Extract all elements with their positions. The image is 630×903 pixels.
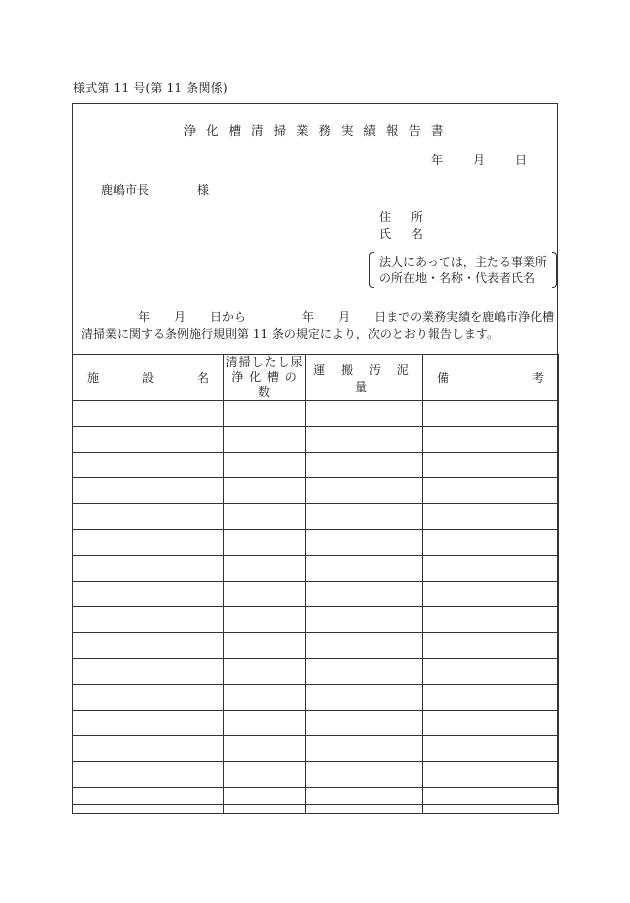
header-remarks-char: 備 [437, 371, 450, 385]
count-cell[interactable] [224, 762, 306, 788]
sludge-cell[interactable] [306, 581, 423, 607]
sludge-cell[interactable] [306, 658, 423, 684]
address-label: 住 所 [379, 210, 431, 224]
count-cell[interactable] [224, 684, 306, 710]
header-facility-char: 施 [87, 371, 100, 385]
sludge-cell[interactable] [306, 633, 423, 659]
facility-cell[interactable] [73, 762, 224, 788]
statement-line-1 [81, 309, 555, 326]
remarks-cell[interactable] [423, 684, 559, 710]
header-facility-char: 設 [141, 371, 154, 385]
table-row [73, 762, 559, 788]
remarks-cell[interactable] [423, 658, 559, 684]
period-start-day: 日から [210, 310, 247, 324]
facility-cell[interactable] [73, 555, 224, 581]
count-cell[interactable] [224, 607, 306, 633]
table-header-row [73, 355, 559, 401]
addressee-name: 鹿嶋市長 [101, 183, 150, 197]
records-table [72, 354, 559, 814]
remarks-cell[interactable] [423, 529, 559, 555]
report-form [72, 103, 558, 805]
header-tank-count [224, 355, 306, 401]
header-tank-count-line2: 浄 化 槽 の 数 [231, 370, 298, 399]
remarks-cell[interactable] [423, 762, 559, 788]
remarks-cell[interactable] [423, 736, 559, 762]
period-end-year: 年 [302, 310, 315, 324]
date-month-label: 月 [472, 153, 485, 167]
corp-note-line2: の所在地・名称・代表者氏名 [379, 271, 536, 285]
sludge-cell[interactable] [306, 787, 423, 813]
remarks-cell[interactable] [423, 504, 559, 530]
facility-cell[interactable] [73, 581, 224, 607]
facility-cell[interactable] [73, 684, 224, 710]
sludge-cell[interactable] [306, 736, 423, 762]
count-cell[interactable] [224, 633, 306, 659]
period-end-month: 月 [338, 310, 351, 324]
facility-cell[interactable] [73, 452, 224, 478]
table-row [73, 426, 559, 452]
form-number: 様式第 11 号(第 11 条関係) [73, 81, 228, 95]
table-row [73, 452, 559, 478]
table-row [73, 504, 559, 530]
table-row [73, 684, 559, 710]
left-bracket [369, 252, 374, 288]
header-remarks-char: 考 [531, 371, 544, 385]
header-remarks [423, 355, 559, 401]
addressee-honorific: 様 [197, 183, 210, 197]
corporation-note [369, 252, 557, 288]
facility-cell[interactable] [73, 401, 224, 427]
remarks-cell[interactable] [423, 581, 559, 607]
sludge-cell[interactable] [306, 684, 423, 710]
table-row [73, 581, 559, 607]
period-start-month: 月 [174, 310, 187, 324]
count-cell[interactable] [224, 555, 306, 581]
remarks-cell[interactable] [423, 478, 559, 504]
sludge-cell[interactable] [306, 529, 423, 555]
table-row [73, 710, 559, 736]
facility-cell[interactable] [73, 658, 224, 684]
table-row [73, 658, 559, 684]
table-row [73, 787, 559, 813]
sludge-cell[interactable] [306, 478, 423, 504]
sludge-cell[interactable] [306, 452, 423, 478]
facility-cell[interactable] [73, 607, 224, 633]
period-end-day: 日までの業務実績を鹿嶋市浄化槽 [374, 310, 555, 324]
table-row [73, 607, 559, 633]
remarks-cell[interactable] [423, 710, 559, 736]
count-cell[interactable] [224, 452, 306, 478]
header-tank-count-line1: 清掃したし尿 [225, 355, 304, 369]
remarks-cell[interactable] [423, 607, 559, 633]
table-row [73, 478, 559, 504]
sludge-cell[interactable] [306, 762, 423, 788]
remarks-cell[interactable] [423, 555, 559, 581]
reporter-fields [379, 209, 431, 243]
records-body [73, 401, 559, 814]
facility-cell[interactable] [73, 478, 224, 504]
date-day-label: 日 [514, 153, 527, 167]
table-row [73, 736, 559, 762]
header-facility-char: 名 [196, 371, 209, 385]
count-cell[interactable] [224, 426, 306, 452]
remarks-cell[interactable] [423, 426, 559, 452]
sludge-cell[interactable] [306, 607, 423, 633]
corp-note-line1: 法人にあっては，主たる事業所 [379, 255, 547, 269]
statement-line-2: 清掃業に関する条例施行規則第 11 条の規定により，次のとおり報告します。 [81, 327, 499, 341]
remarks-cell[interactable] [423, 452, 559, 478]
sludge-cell[interactable] [306, 504, 423, 530]
report-statement [81, 309, 555, 343]
count-cell[interactable] [224, 401, 306, 427]
remarks-cell[interactable] [423, 633, 559, 659]
count-cell[interactable] [224, 736, 306, 762]
header-sludge-volume: 運 搬 汚 泥 量 [306, 355, 423, 401]
sludge-cell[interactable] [306, 710, 423, 736]
sludge-cell[interactable] [306, 555, 423, 581]
addressee [101, 181, 209, 198]
name-label: 氏 名 [379, 227, 431, 241]
facility-cell[interactable] [73, 633, 224, 659]
count-cell[interactable] [224, 710, 306, 736]
table-row [73, 401, 559, 427]
count-cell[interactable] [224, 658, 306, 684]
date-year-label: 年 [430, 153, 443, 167]
date-line [431, 151, 527, 168]
period-start-year: 年 [138, 310, 151, 324]
form-title: 浄 化 槽 清 掃 業 務 実 績 報 告 書 [183, 123, 447, 138]
remarks-cell[interactable] [423, 787, 559, 813]
facility-cell[interactable] [73, 426, 224, 452]
table-row [73, 633, 559, 659]
table-row [73, 529, 559, 555]
sludge-cell[interactable] [306, 426, 423, 452]
remarks-cell[interactable] [423, 401, 559, 427]
right-bracket [552, 252, 557, 288]
count-cell[interactable] [224, 478, 306, 504]
facility-cell[interactable] [73, 710, 224, 736]
facility-cell[interactable] [73, 787, 224, 813]
header-facility-name [73, 355, 224, 401]
count-cell[interactable] [224, 529, 306, 555]
facility-cell[interactable] [73, 529, 224, 555]
table-row [73, 555, 559, 581]
count-cell[interactable] [224, 504, 306, 530]
count-cell[interactable] [224, 581, 306, 607]
sludge-cell[interactable] [306, 401, 423, 427]
facility-cell[interactable] [73, 736, 224, 762]
count-cell[interactable] [224, 787, 306, 813]
facility-cell[interactable] [73, 504, 224, 530]
